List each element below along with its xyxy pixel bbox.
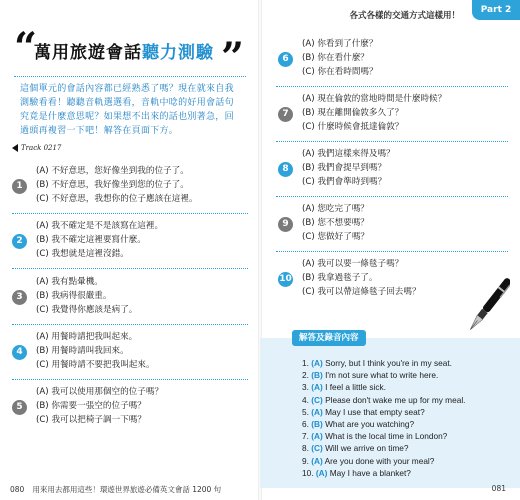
divider [12,213,248,214]
question-number: 1 [12,179,27,194]
answer-list [302,357,465,479]
option-c[interactable]: (C) 用餐時請不要把我叫起來。 [36,359,155,370]
question-number: 4 [12,345,27,360]
intro-paragraph: 這個單元的會話內容都已經熟悉了嗎？現在就來自我測驗看看！聽聽音軌選選看，音軌中唸的好用會話句究竟是什麼意思呢？如果想不出來的話也別著急，回過頭再複習一下吧！解答在頁面下方。 [20,84,234,136]
option-b[interactable]: (B) 你需要一張空的位子嗎？ [36,400,146,411]
right-page [260,0,520,500]
page-number: 081 [491,484,506,493]
option-b[interactable]: (B) 不好意思，我好像坐到您的位子了。 [36,179,189,190]
option-a[interactable]: (A) 我有點暈機。 [36,277,103,287]
track-label: Track 0217 [21,144,62,152]
question-number: 9 [278,217,293,232]
option-a[interactable]: (A) 我可以要一條毯子嗎？ [302,259,404,269]
close-quote-icon: ” [220,34,244,81]
question-number: 3 [12,290,27,305]
divider [12,379,248,380]
option-c[interactable]: (C) 您做好了嗎？ [302,231,370,242]
open-quote-icon: “ [14,24,38,71]
option-a[interactable]: (A) 不好意思，您好像坐到我的位子了。 [36,166,189,176]
answer-title: 解答及錄音內容 [292,330,366,346]
book-title: 用來用去都用這些！環遊世界旅遊必備英文會話 1200 句 [32,485,222,494]
answer-item: 2. (B) I'm not sure what to write here. [302,370,439,381]
question-number: 8 [278,162,293,177]
option-a[interactable]: (A) 您吃完了嗎？ [302,204,369,214]
page-footer [10,484,221,495]
divider [276,196,508,197]
option-c[interactable]: (C) 不好意思，我想你的位子應該在這裡。 [36,193,198,204]
speaker-icon [12,144,18,152]
divider [276,251,508,252]
question-number: 10 [278,272,293,287]
option-a[interactable]: (A) 我不確定是不是該寫在這裡。 [36,221,164,231]
divider [14,76,246,77]
option-a[interactable]: (A) 你看到了什麼？ [302,39,378,49]
page-title [34,38,214,63]
audio-track[interactable] [12,144,61,152]
option-b[interactable]: (B) 現在離開倫敦多久了？ [302,107,404,118]
option-c[interactable]: (C) 我覺得你應該是病了。 [36,304,138,315]
option-b[interactable]: (B) 我不確定這裡要寫什麼。 [36,234,146,245]
part-tab: Part 2 [472,0,520,20]
divider [276,86,508,87]
option-b[interactable]: (B) 我病得很嚴重。 [36,290,112,301]
answer-item: 1. (A) Sorry, but I think you're in my seat. [302,358,452,368]
fountain-pen-icon [466,272,510,342]
answer-item: 4. (C) Please don't wake me up for my meal. [302,394,466,405]
title-main: 萬用旅遊會話 [34,43,142,63]
option-c[interactable]: (C) 我想就是這裡沒錯。 [36,248,129,259]
option-a[interactable]: (A) 現在倫敦的當地時間是什麼時候？ [302,94,447,104]
question-number: 6 [278,52,293,67]
divider [12,324,248,325]
question-number: 2 [12,234,27,249]
option-b[interactable]: (B) 我們會提早到嗎？ [302,162,387,173]
option-c[interactable]: (C) 什麼時候會抵達倫敦？ [302,121,404,132]
answer-item: 7. (A) What is the local time in London? [302,431,448,442]
option-b[interactable]: (B) 你在看什麼？ [302,52,369,63]
divider [12,268,248,269]
option-b[interactable]: (B) 我拿過毯子了。 [302,272,378,283]
answer-item: 5. (A) May I use that empty seat? [302,406,425,417]
answer-item: 10. (A) May I have a blanket? [302,467,411,478]
unit-title [14,24,244,81]
option-c[interactable]: (C) 我可以帶這條毯子回去嗎？ [302,286,421,297]
question-number: 5 [12,400,27,415]
page-number: 080 [10,485,25,494]
option-a[interactable]: (A) 我可以使用那個空的位子嗎？ [36,387,164,397]
divider [276,141,508,142]
answer-item: 9. (A) Are you done with your meal? [302,455,435,466]
question-number: 7 [278,107,293,122]
option-a[interactable]: (A) 用餐時請把我叫起來。 [36,332,138,342]
answer-item: 6. (B) What are you watching? [302,419,415,430]
answer-item: 3. (A) I feel a little sick. [302,382,386,393]
running-head: 各式各樣的交通方式這樣用！ [349,11,460,21]
option-a[interactable]: (A) 我們這樣來得及嗎？ [302,149,395,159]
title-highlight: 聽力測驗 [142,43,214,63]
option-c[interactable]: (C) 我可以把椅子調一下嗎？ [36,414,146,425]
option-c[interactable]: (C) 我們會準時到嗎？ [302,176,387,187]
option-c[interactable]: (C) 你在看時間嗎？ [302,66,378,77]
answer-item: 8. (C) Will we arrive on time? [302,443,409,454]
option-b[interactable]: (B) 您不想要嗎？ [302,217,369,228]
option-b[interactable]: (B) 用餐時請叫我回來。 [36,345,129,356]
